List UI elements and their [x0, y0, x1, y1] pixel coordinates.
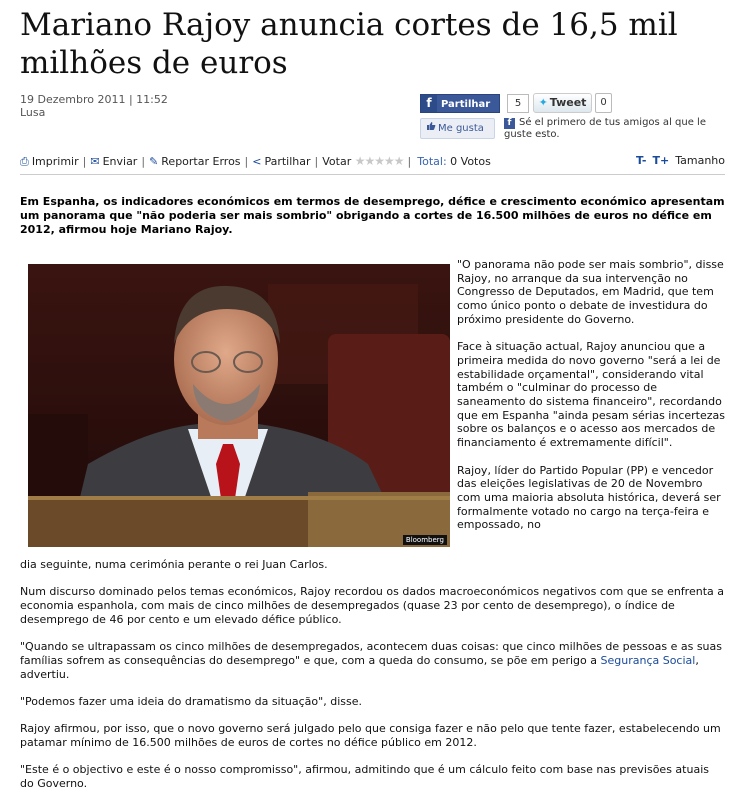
- like-label: Me gusta: [438, 123, 484, 134]
- report-errors-link[interactable]: [149, 155, 240, 168]
- paragraph: Rajoy, líder do Partido Popular (PP) e vencedor das eleições legislativas de 20 de Novembro com uma maioria absoluta histórica, deverá ser formalmente votado no cargo na terça-feira e empossado, no: [457, 463, 721, 532]
- facebook-share-label: Partilhar: [441, 99, 491, 110]
- article-title: Mariano Rajoy anuncia cortes de 16,5 mil milhões de euros: [20, 7, 678, 81]
- twitter-bird-icon: ✦: [538, 96, 548, 109]
- total-votes: 0 Votos: [450, 155, 491, 168]
- article-date: 19 Dezembro 2011 | 11:52: [20, 93, 168, 106]
- text-increase-button[interactable]: T+: [652, 154, 670, 167]
- text-decrease-button[interactable]: T-: [636, 154, 647, 167]
- toolbar-separator: |: [407, 155, 412, 168]
- article-body: [20, 558, 725, 791]
- paragraph: dia seguinte, numa cerimónia perante o rei Juan Carlos.: [20, 558, 328, 571]
- star-rating-icon[interactable]: ★★★★★: [354, 154, 404, 168]
- toolbar-separator: |: [82, 155, 87, 168]
- text-size-controls: [636, 151, 725, 171]
- like-info-text: Sé el primero de tus amigos al que le guste esto.: [504, 117, 706, 140]
- facebook-small-icon: f: [504, 118, 515, 129]
- paragraph: [20, 640, 725, 681]
- seguranca-social-link[interactable]: Segurança Social: [600, 653, 696, 667]
- article-source: Lusa: [20, 106, 46, 119]
- send-link[interactable]: [90, 155, 137, 168]
- article-lead: Em Espanha, os indicadores económicos em termos de desemprego, défice e crescimento económico apresentam um panorama que "não poderia ser mais sombrio" obrigando a cortes de 16.500 milhões de euros no défice em 2012, afirmou hoje Mariano Rajoy.: [20, 195, 725, 236]
- tweet-button[interactable]: [533, 93, 592, 113]
- send-label: Enviar: [102, 155, 138, 168]
- text-size-label: Tamanho: [675, 154, 725, 167]
- article-photo: [28, 264, 450, 547]
- share-label: Partilhar: [264, 155, 311, 168]
- printer-icon: ⎙: [20, 155, 29, 168]
- paragraph-text: , advertiu.: [20, 653, 699, 681]
- paragraph: Face à situação actual, Rajoy anunciou que a primeira medida do novo governo "será a lei de estabilidade orçamental", considerando vital também o "culminar do processo de saneamento do sistema financeiro", recordando que em Espanha "ainda pesam sérias incertezas sobre os balanços e o acesso aos mercados de financiamento é extremamente difícil".: [457, 340, 726, 450]
- social-bar: [420, 92, 730, 142]
- rajoy-photo: [28, 264, 450, 547]
- article-column-text: [457, 258, 727, 532]
- paragraph: Num discurso dominado pelos temas económicos, Rajoy recordou os dados macroeconómicos negativos com que se enfrenta a economia espanhola, com mais de cinco milhões de desempregados (quase 23 por cento de desemprego), o índice de desemprego de 46 por cento e um elevado défice público.: [20, 585, 724, 626]
- toolbar-separator: |: [141, 155, 146, 168]
- toolbar-divider: [20, 174, 725, 175]
- facebook-like-button[interactable]: [420, 118, 495, 139]
- share-link[interactable]: [252, 155, 310, 168]
- pencil-icon: ✎: [149, 155, 159, 168]
- print-label: Imprimir: [31, 155, 79, 168]
- share-icon: <: [252, 155, 262, 168]
- like-info: [504, 117, 724, 141]
- photo-credit: Bloomberg: [403, 535, 447, 545]
- report-label: Reportar Erros: [161, 155, 241, 168]
- tweet-count: 0: [595, 93, 612, 113]
- print-link[interactable]: [20, 155, 79, 168]
- tweet-label: Tweet: [549, 96, 587, 109]
- paragraph: "O panorama não pode ser mais sombrio", disse Rajoy, no arranque da sua intervenção no Congresso de Deputados, em Madrid, que tem como único ponto o debate de investidura do próximo presidente do Governo.: [457, 258, 724, 326]
- envelope-icon: ✉: [90, 155, 100, 168]
- thumbs-up-icon: [426, 119, 436, 138]
- paragraph: "Podemos fazer uma ideia do dramatismo da situação", disse.: [20, 694, 362, 708]
- total-label: Total:: [417, 155, 447, 168]
- facebook-share-count: 5: [507, 94, 529, 113]
- paragraph: Rajoy afirmou, por isso, que o novo governo será julgado pelo que consiga fazer e não pelo que tente fazer, estabelecendo um patamar mínimo de 16.500 milhões de euros de cortes no défice público em 2012.: [20, 722, 721, 750]
- toolbar-separator: |: [314, 155, 319, 168]
- facebook-share-button[interactable]: [420, 94, 500, 113]
- toolbar-separator: |: [244, 155, 249, 168]
- paragraph: "Este é o objectivo e este é o nosso compromisso", afirmou, admitindo que é um cálculo feito com base nas previsões atuais do Governo.: [20, 763, 709, 791]
- vote-label: Votar: [322, 155, 352, 168]
- article-toolbar: [20, 151, 725, 171]
- paragraph-text: "Quando se ultrapassam os cinco milhões de desempregados, acontecem duas coisas: que cinco milhões de pessoas e as suas famílias sofrem as consequências do desemprego" e que, com a queda do consumo, se põe em perigo a: [20, 640, 722, 667]
- facebook-icon: f: [421, 95, 437, 112]
- article-meta: [20, 93, 168, 119]
